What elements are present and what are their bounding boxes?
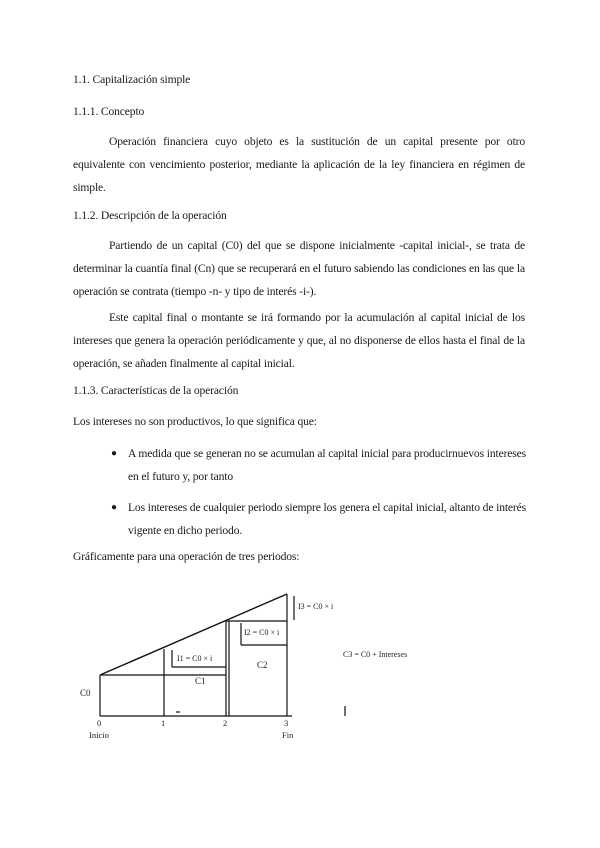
- bullet-icon: ●: [111, 448, 118, 459]
- heading-descripcion: 1.1.2. Descripción de la operación: [73, 209, 227, 222]
- paragraph-descripcion-2: Este capital final o montante se irá formando por la acumulación al capital inicial de los intereses que genera la operación periódicamente y que, al no disponerse de ellos hasta el final de la operación, se añaden finalmente al capital inicial.: [73, 311, 525, 370]
- label-i1: I1 = C0 × i: [177, 654, 213, 663]
- tick-1: 1: [161, 718, 166, 728]
- list-item: Los intereses de cualquier periodo siempre los genera el capital inicial, altanto de interés vigente en dicho periodo.: [128, 501, 526, 537]
- heading-caracteristicas: 1.1.3. Características de la operación: [73, 384, 239, 397]
- intro-caracteristicas: Los intereses no son productivos, lo que significa que:: [73, 415, 317, 428]
- tick-3: 3: [284, 718, 289, 728]
- tick-0: 0: [97, 718, 102, 728]
- label-i3: I3 = C0 × i: [298, 602, 334, 611]
- tick-2: 2: [223, 718, 228, 728]
- label-inicio: Inicio: [89, 730, 109, 740]
- label-c1: C1: [195, 676, 206, 686]
- paragraph-descripcion-1: Partiendo de un capital (C0) del que se dispone inicialmente -capital inicial-, se trata de determinar la cuantía final (Cn) que se recuperará en el futuro sabiendo las condiciones en las que la operación se contrata (tiempo -n- y tipo de interés -i-).: [73, 239, 525, 298]
- paragraph-concepto: Operación financiera cuyo objeto es la sustitución de un capital presente por otro equivalente con vencimiento posterior, mediante la aplicación de la ley financiera en régimen de simple.: [73, 135, 525, 194]
- bullet-icon: ●: [111, 502, 118, 513]
- label-i2: I2 = C0 × i: [244, 628, 280, 637]
- graph-intro: Gráficamente para una operación de tres periodos:: [73, 550, 300, 563]
- list-item: A medida que se generan no se acumulan al capital inicial para producirnuevos intereses en el futuro y, por tanto: [128, 447, 526, 483]
- heading-capitalizacion-simple: 1.1. Capitalización simple: [73, 73, 191, 86]
- heading-concepto: 1.1.1. Concepto: [73, 105, 145, 118]
- label-c0: C0: [80, 688, 91, 698]
- formula-c3: C3 = C0 + Intereses: [343, 650, 408, 659]
- label-c2: C2: [257, 660, 268, 670]
- label-fin: Fin: [282, 730, 294, 740]
